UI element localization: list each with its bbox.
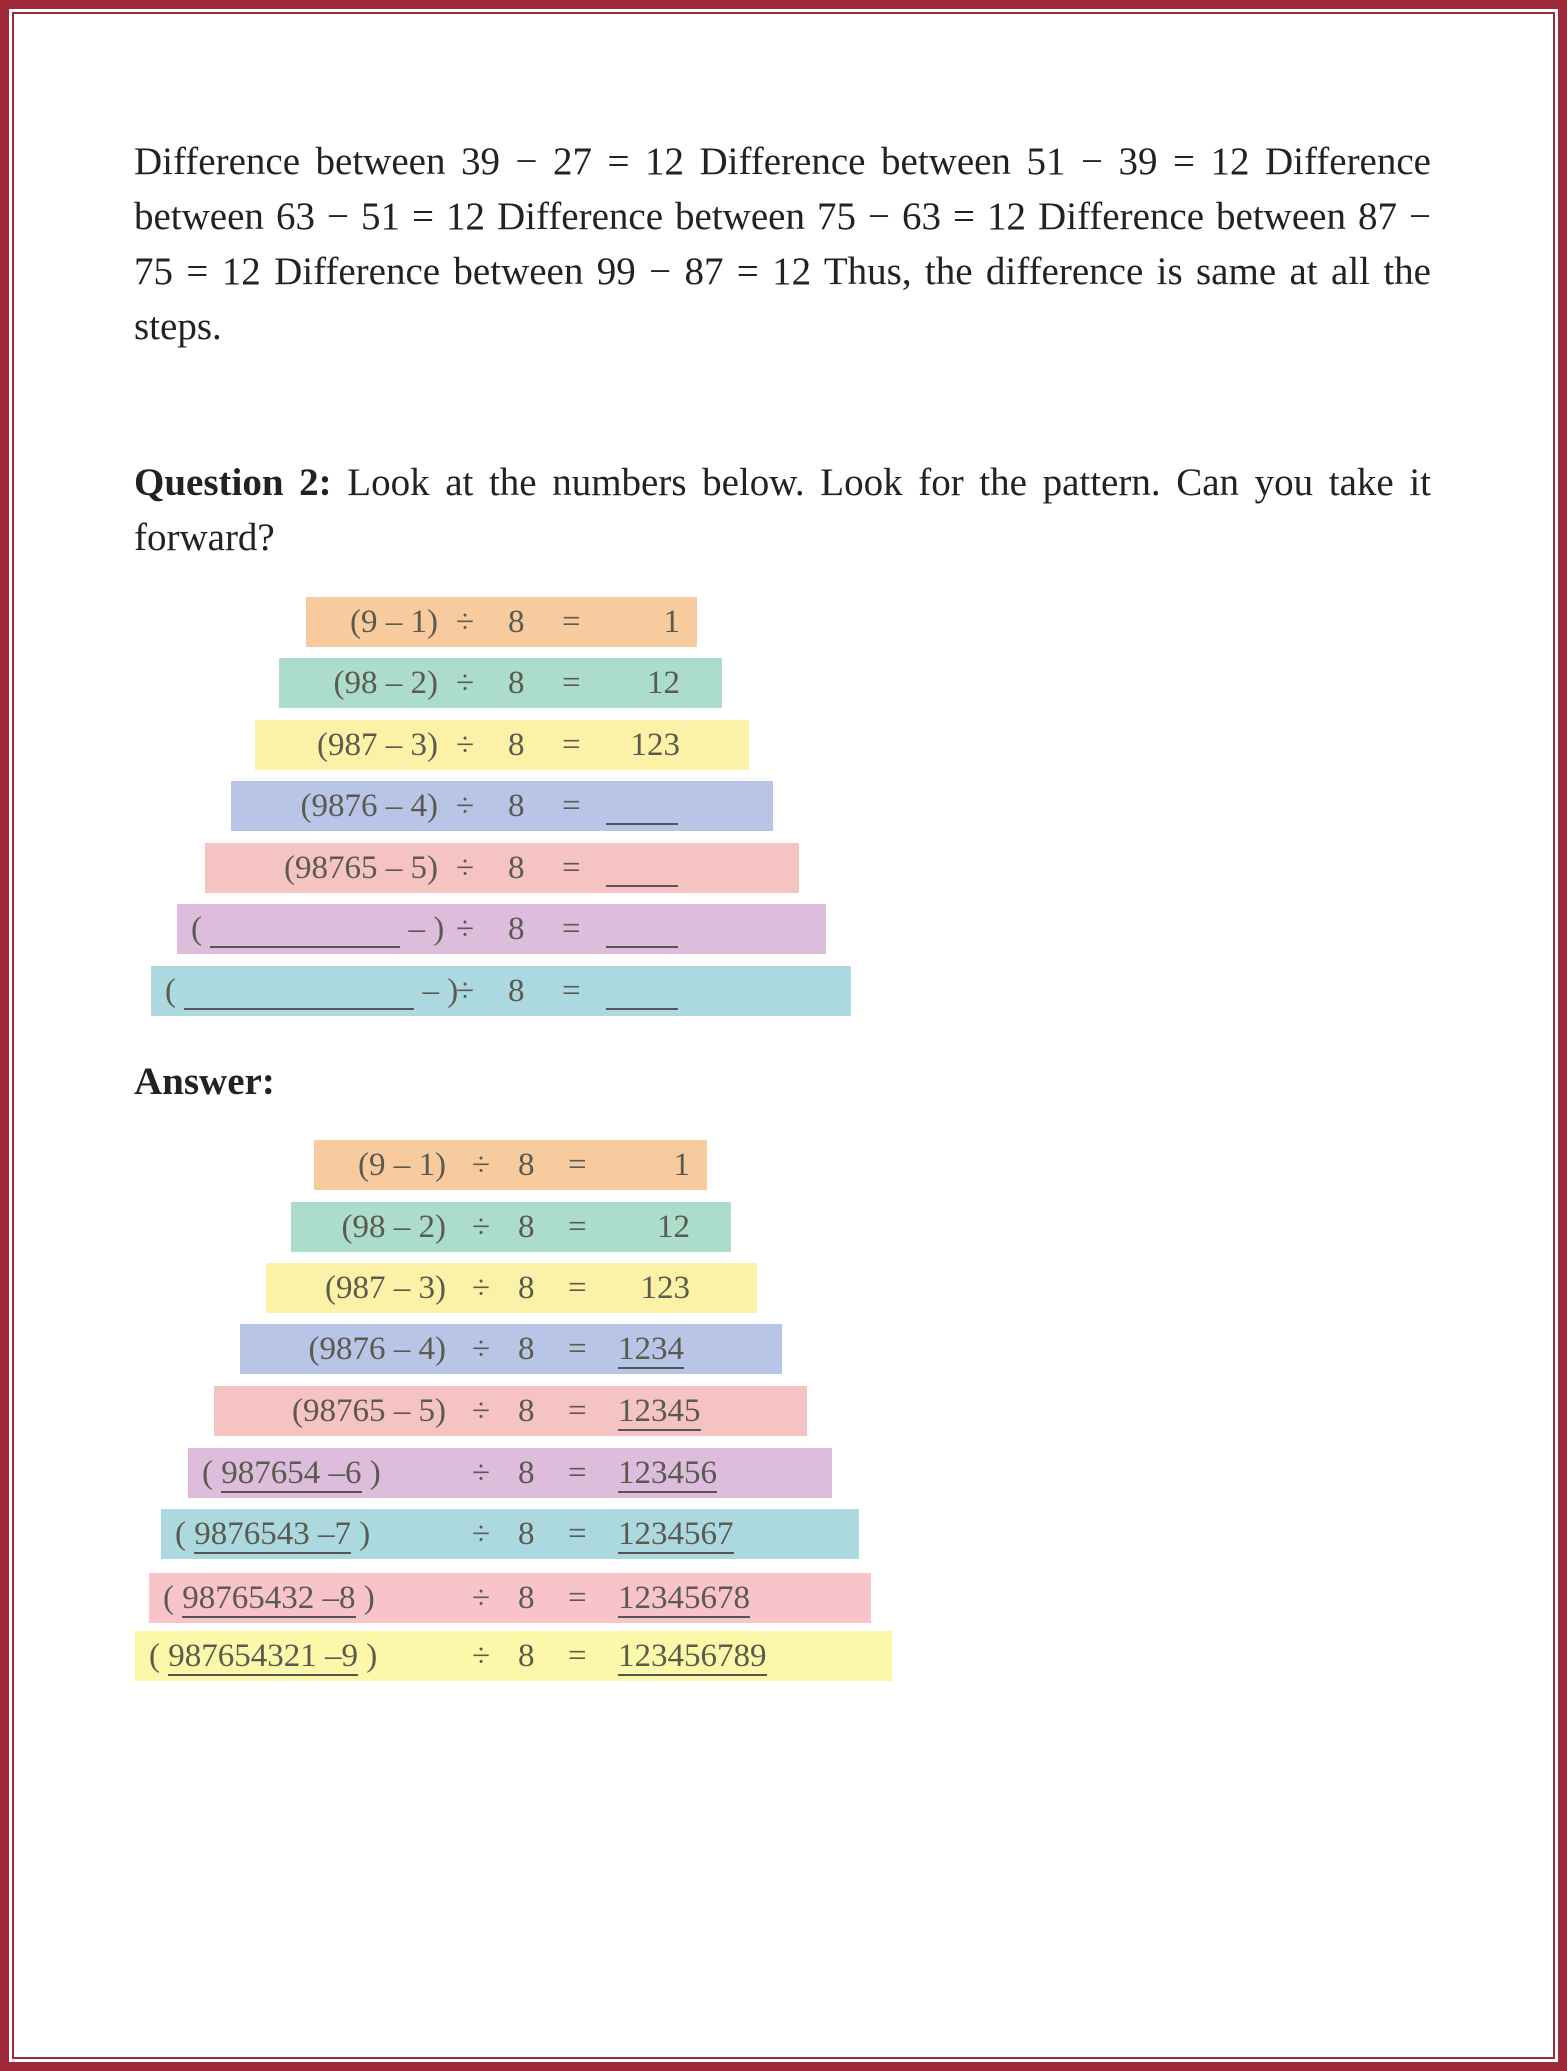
- answer-row-expression: [175, 1509, 446, 1559]
- answer-equals-sign: =: [568, 1270, 587, 1306]
- answer-number: 98: [352, 1209, 386, 1245]
- question-subtrahend: – 4: [377, 788, 427, 824]
- question-divide-sign: ÷: [456, 665, 475, 701]
- question-blank-result: [606, 791, 678, 825]
- question-close-paren: ): [427, 665, 438, 701]
- question-subtrahend: – 1: [377, 604, 427, 640]
- answer-result-value: 12345: [618, 1393, 701, 1429]
- answer-open-paren: (: [292, 1393, 303, 1429]
- answer-subtrahend: – 3: [385, 1270, 435, 1306]
- answer-divisor: 8: [518, 1393, 535, 1429]
- answer-equals-sign: =: [568, 1516, 587, 1552]
- answer-number: 98765: [303, 1393, 386, 1429]
- answer-result-value: 1234567: [618, 1516, 734, 1552]
- answer-close-paren: ): [361, 1455, 381, 1491]
- question-label: Question 2:: [134, 461, 332, 504]
- intro-paragraph: Difference between 39 − 27 = 12 Difference between 51 − 39 = 12 Difference between 63 − 51 = 12 Difference between 75 − 63 = 12 Difference between 87 − 75 = 12 Difference between 99 − 87 = 12 Thus, the difference is same at all the steps.: [134, 140, 1431, 348]
- answer-result: [618, 1509, 734, 1559]
- answer-subtrahend: –6: [320, 1455, 362, 1491]
- question-row: [0, 843, 1567, 893]
- answer-result-value: 123456: [618, 1455, 717, 1491]
- question-equals-sign: =: [562, 788, 581, 824]
- question-result: 123: [630, 727, 680, 763]
- answer-row: [0, 1448, 1567, 1498]
- answer-close-paren: ): [435, 1331, 446, 1367]
- question-row: [0, 781, 1567, 831]
- answer-number-underlined: [194, 1516, 351, 1554]
- question-open-paren: (: [300, 788, 312, 824]
- question-row: [0, 966, 1567, 1016]
- question-open-paren: (: [284, 850, 295, 886]
- answer-subtrahend: –9: [316, 1638, 358, 1674]
- answer-close-paren: ): [435, 1147, 446, 1183]
- question-equals-sign: =: [562, 911, 581, 947]
- answer-equals-sign: =: [568, 1455, 587, 1491]
- question-divisor: 8: [508, 604, 525, 640]
- answer-number: 9: [369, 1147, 386, 1183]
- answer-equals-sign: =: [568, 1393, 587, 1429]
- answer-number: 98765432: [182, 1580, 315, 1616]
- question-divide-sign: ÷: [456, 604, 475, 640]
- answer-result: [618, 1324, 684, 1374]
- answer-equals-sign: =: [568, 1331, 587, 1367]
- question-open-paren: (: [191, 911, 211, 947]
- answer-open-paren: (: [149, 1638, 169, 1674]
- answer-row: [0, 1263, 1567, 1313]
- answer-divisor: 8: [518, 1638, 535, 1674]
- answer-number: 987: [336, 1270, 386, 1306]
- answer-row-expression: [163, 1573, 446, 1623]
- question-divisor: 8: [508, 665, 525, 701]
- question-result: [606, 966, 678, 1016]
- question-divide-sign: ÷: [456, 973, 475, 1009]
- question-close-paren: ): [427, 788, 438, 824]
- answer-close-paren: ): [435, 1270, 446, 1306]
- answer-row: [0, 1386, 1567, 1436]
- question-row: [0, 904, 1567, 954]
- answer-result: [618, 1448, 717, 1498]
- question-row-expression: [317, 720, 438, 770]
- answer-row: [0, 1631, 1567, 1681]
- answer-divisor: 8: [518, 1209, 535, 1245]
- question-row-expression: [350, 597, 438, 647]
- question-divide-sign: ÷: [456, 911, 475, 947]
- question-equals-sign: =: [562, 665, 581, 701]
- question-blank-result: [606, 853, 678, 887]
- answer-equals-sign: =: [568, 1209, 587, 1245]
- question-number: 9: [361, 604, 378, 640]
- answer-result: [618, 1386, 701, 1436]
- answer-number: 987654321: [168, 1638, 317, 1674]
- answer-divide-sign: ÷: [472, 1209, 491, 1245]
- answer-number: 9876: [319, 1331, 386, 1367]
- answer-equals-sign: =: [568, 1638, 587, 1674]
- answer-open-paren: (: [163, 1580, 183, 1616]
- answer-label: Answer:: [134, 1060, 275, 1103]
- answer-subtrahend: –7: [309, 1516, 351, 1552]
- answer-number-underlined: [221, 1455, 361, 1493]
- question-result: [606, 904, 678, 954]
- question-divisor: 8: [508, 788, 525, 824]
- question-open-paren: (: [165, 973, 185, 1009]
- question-divide-sign: ÷: [456, 850, 475, 886]
- question-open-paren: (: [333, 665, 345, 701]
- answer-open-paren: (: [308, 1331, 320, 1367]
- question-number: 987: [328, 727, 378, 763]
- answer-result: [618, 1631, 767, 1681]
- answer-divisor: 8: [518, 1455, 535, 1491]
- question-text: Look at the numbers below. Look for the pattern. Can you take it forward?: [134, 461, 1432, 559]
- answer-result: [618, 1573, 750, 1623]
- answer-close-paren: ): [355, 1580, 375, 1616]
- question-result: [606, 781, 678, 831]
- answer-subtrahend: –8: [314, 1580, 356, 1616]
- answer-result-value: 12345678: [618, 1580, 750, 1616]
- answer-open-paren: (: [341, 1209, 353, 1245]
- question-close-paren: ): [427, 850, 438, 886]
- answer-row-expression: [325, 1263, 446, 1313]
- question-row: [0, 658, 1567, 708]
- answer-open-paren: (: [202, 1455, 222, 1491]
- question-result: [606, 843, 678, 893]
- question-number: 98: [344, 665, 378, 701]
- answer-close-paren: ): [358, 1638, 378, 1674]
- question-divisor: 8: [508, 850, 525, 886]
- question-blank-result: [606, 976, 678, 1010]
- answer-equals-sign: =: [568, 1580, 587, 1616]
- question-number: 9876: [311, 788, 378, 824]
- answer-row: [0, 1140, 1567, 1190]
- answer-divide-sign: ÷: [472, 1147, 491, 1183]
- answer-result: 12: [657, 1209, 690, 1245]
- question-row-expression: [191, 904, 445, 954]
- answer-divide-sign: ÷: [472, 1331, 491, 1367]
- answer-row-expression: [342, 1202, 447, 1252]
- question-subtrahend: – 5: [377, 850, 427, 886]
- question-row-expression: [334, 658, 439, 708]
- question-divide-sign: ÷: [456, 788, 475, 824]
- answer-subtrahend: – 2: [385, 1209, 435, 1245]
- answer-number-underlined: [168, 1638, 358, 1676]
- answer-row: [0, 1573, 1567, 1623]
- question-number: 98765: [295, 850, 378, 886]
- question-equals-sign: =: [562, 973, 581, 1009]
- question-blank-number: [184, 976, 414, 1010]
- question-row-expression: [165, 966, 459, 1016]
- answer-number: 987654: [221, 1455, 321, 1491]
- answer-row: [0, 1324, 1567, 1374]
- question-minus: – ): [414, 973, 459, 1009]
- answer-divide-sign: ÷: [472, 1393, 491, 1429]
- answer-subtrahend: – 4: [385, 1331, 435, 1367]
- question-equals-sign: =: [562, 604, 581, 640]
- answer-number-underlined: [182, 1580, 355, 1618]
- answer-subtrahend: – 5: [385, 1393, 435, 1429]
- answer-result-value: 123456789: [618, 1638, 767, 1674]
- question-subtrahend: – 3: [377, 727, 427, 763]
- question-paragraph: [134, 455, 1431, 565]
- question-row: [0, 597, 1567, 647]
- answer-number: 9876543: [194, 1516, 310, 1552]
- question-minus: – ): [400, 911, 445, 947]
- answer-equals-sign: =: [568, 1147, 587, 1183]
- question-divisor: 8: [508, 911, 525, 947]
- question-close-paren: ): [427, 604, 438, 640]
- answer-divide-sign: ÷: [472, 1455, 491, 1491]
- question-blank-result: [606, 914, 678, 948]
- answer-row-expression: [149, 1631, 446, 1681]
- answer-row: [0, 1202, 1567, 1252]
- answer-divide-sign: ÷: [472, 1516, 491, 1552]
- answer-open-paren: (: [325, 1270, 336, 1306]
- answer-divisor: 8: [518, 1516, 535, 1552]
- question-divisor: 8: [508, 973, 525, 1009]
- answer-divisor: 8: [518, 1147, 535, 1183]
- answer-divisor: 8: [518, 1270, 535, 1306]
- question-open-paren: (: [317, 727, 328, 763]
- answer-open-paren: (: [358, 1147, 369, 1183]
- question-row-expression: [301, 781, 439, 831]
- question-equals-sign: =: [562, 850, 581, 886]
- answer-result-value: 1234: [618, 1331, 684, 1367]
- question-row-expression: [284, 843, 438, 893]
- question-row: [0, 720, 1567, 770]
- answer-result: 123: [640, 1270, 690, 1306]
- answer-divisor: 8: [518, 1580, 535, 1616]
- question-blank-number: [210, 914, 400, 948]
- answer-row-expression: [358, 1140, 446, 1190]
- answer-divide-sign: ÷: [472, 1580, 491, 1616]
- question-open-paren: (: [350, 604, 361, 640]
- answer-row-expression: [202, 1448, 446, 1498]
- answer-subtrahend: – 1: [385, 1147, 435, 1183]
- answer-row-expression: [309, 1324, 447, 1374]
- answer-result: 1: [673, 1147, 690, 1183]
- question-result: 1: [663, 604, 680, 640]
- answer-close-paren: ): [351, 1516, 371, 1552]
- question-close-paren: ): [427, 727, 438, 763]
- answer-close-paren: ): [435, 1209, 446, 1245]
- answer-row: [0, 1509, 1567, 1559]
- question-subtrahend: – 2: [377, 665, 427, 701]
- answer-close-paren: ): [435, 1393, 446, 1429]
- answer-divisor: 8: [518, 1331, 535, 1367]
- question-divide-sign: ÷: [456, 727, 475, 763]
- answer-divide-sign: ÷: [472, 1638, 491, 1674]
- answer-divide-sign: ÷: [472, 1270, 491, 1306]
- answer-row-expression: [292, 1386, 446, 1436]
- question-equals-sign: =: [562, 727, 581, 763]
- question-divisor: 8: [508, 727, 525, 763]
- answer-open-paren: (: [175, 1516, 195, 1552]
- question-result: 12: [647, 665, 680, 701]
